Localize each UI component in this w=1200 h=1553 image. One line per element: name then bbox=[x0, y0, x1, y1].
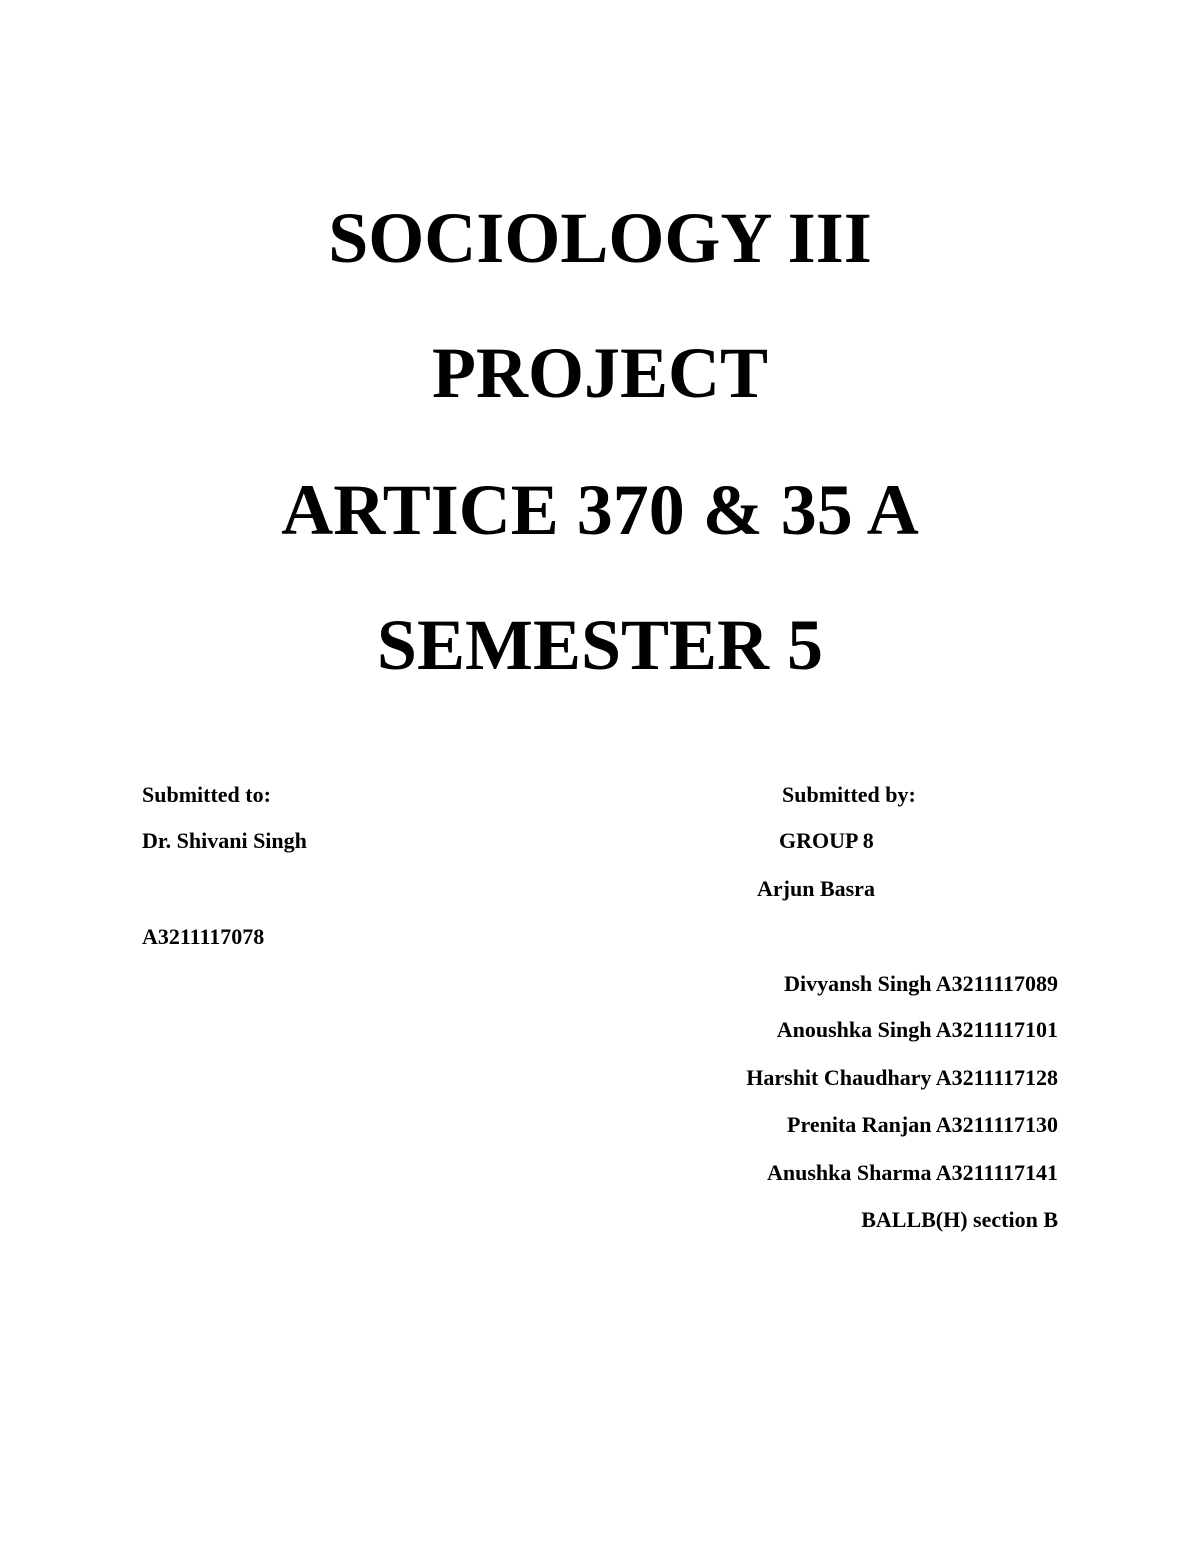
submitted-to-label: Submitted to: bbox=[142, 782, 271, 807]
submitted-to-name: Dr. Shivani Singh bbox=[142, 828, 307, 853]
title-line-1: SOCIOLOGY III bbox=[328, 198, 872, 278]
submitted-by-label: Submitted by: bbox=[782, 782, 916, 807]
member-line: Anoushka Singh A3211117101 bbox=[776, 1017, 1058, 1042]
member-line: Anushka Sharma A3211117141 bbox=[767, 1160, 1058, 1185]
title-line-4: SEMESTER 5 bbox=[376, 605, 824, 685]
submitted-to-id: A3211117078 bbox=[142, 924, 265, 949]
member-arjun-basra: Arjun Basra bbox=[757, 876, 875, 901]
group-name: GROUP 8 bbox=[779, 828, 874, 853]
member-line: Harshit Chaudhary A3211117128 bbox=[746, 1065, 1058, 1090]
title-line-3: ARTICE 370 & 35 A bbox=[281, 470, 919, 550]
section-line: BALLB(H) section B bbox=[861, 1207, 1058, 1232]
member-line: Prenita Ranjan A3211117130 bbox=[787, 1112, 1058, 1137]
title-line-2: PROJECT bbox=[431, 333, 769, 413]
member-line: Divyansh Singh A3211117089 bbox=[784, 971, 1058, 996]
